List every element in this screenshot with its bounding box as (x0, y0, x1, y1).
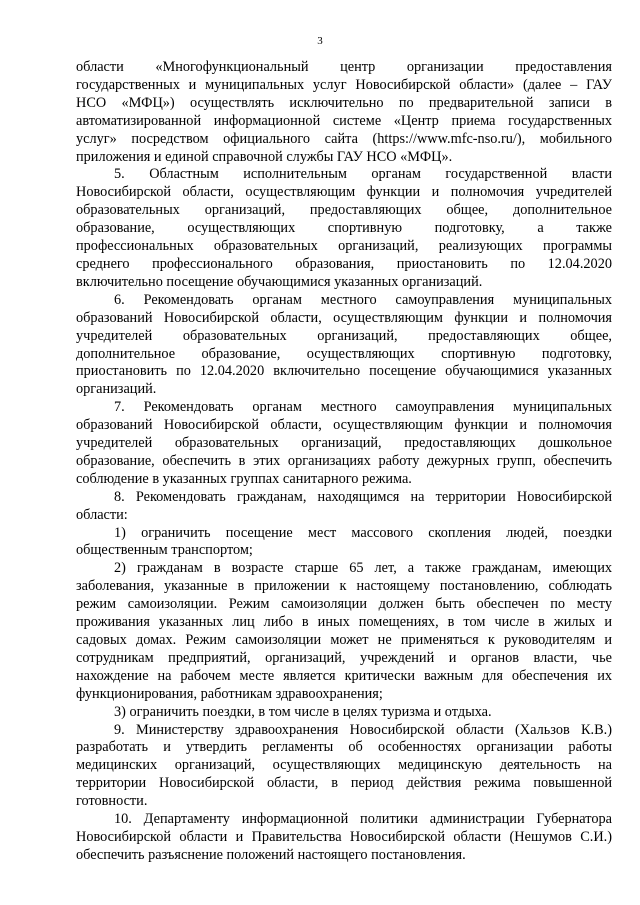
text-line: 6. Рекомендовать органам местного самоуправления муниципальных (114, 291, 612, 308)
text-line: садовых домах. Режим самоизоляции может не применяться к руководителям и (76, 632, 612, 648)
text-line: готовности. (76, 793, 148, 810)
text-line: учредителей образовательных организаций, предоставляющих общее, (76, 327, 612, 344)
text-line: 8. Рекомендовать гражданам, находящимся на территории Новосибирской (114, 488, 612, 505)
text-line: дополнительное образование, осуществляющих спортивную подготовку, (76, 345, 612, 362)
text-line: нахождение на рабочем месте является критически важным для обеспечения их (76, 667, 612, 684)
text-line: 5. Областным исполнительным органам государственной власти (114, 166, 612, 183)
text-line: Новосибирской области, осуществляющим функции и полномочия учредителей (76, 184, 612, 201)
text-line: сотрудникам предприятий, организаций, учреждений и органов власти, чье (76, 649, 612, 666)
text-line: территории Новосибирской области, в период действия режима повышенной (76, 775, 612, 792)
text-line: приостановить по 12.04.2020 включительно посещение обучающимися указанных (76, 363, 612, 380)
text-line: образований Новосибирской области, осуществляющим функции и полномочия (76, 417, 612, 434)
text-line: среднего профессионального образования, приостановить по 12.04.2020 (76, 255, 612, 272)
text-line: 7. Рекомендовать органам местного самоуправления муниципальных (114, 399, 612, 416)
text-line: НСО «МФЦ») осуществлять исключительно по предварительной записи в (76, 94, 612, 111)
text-line: заболевания, указанные в приложении к настоящему постановлению, соблюдать (76, 578, 612, 595)
paragraph (76, 704, 612, 722)
paragraph (76, 399, 612, 489)
paragraph (76, 292, 612, 399)
text-line: образование, обеспечить в этих организациях работу дежурных групп, обеспечить (76, 452, 612, 469)
text-line: режим самоизоляции. Режим самоизоляции должен быть обеспечен по месту (76, 596, 612, 613)
text-line: обеспечить разъяснение положений настоящего постановления. (76, 846, 466, 863)
text-line: 1) ограничить посещение мест массового скопления людей, поездки (114, 524, 612, 541)
text-line: области «Многофункциональный центр организации предоставления (76, 59, 612, 75)
text-line: области: (76, 506, 128, 523)
paragraph (76, 166, 612, 291)
text-line: проживания указанных лиц либо в иных помещениях, в том числе в жилых и (76, 614, 612, 631)
text-line: образование, осуществляющих спортивную подготовку, а также (76, 220, 612, 237)
paragraph (76, 59, 612, 166)
page-number: 3 (317, 35, 323, 47)
text-line: образований Новосибирской области, осуществляющим функции и полномочия (76, 309, 612, 326)
text-line: функционирования, работникам здравоохранения; (76, 685, 383, 702)
body-text (76, 59, 612, 865)
text-line: профессиональных образовательных организаций, реализующих программы (76, 238, 612, 255)
text-line: учредителей образовательных организаций, предоставляющих дошкольное (76, 435, 612, 452)
text-line: 9. Министерству здравоохранения Новосибирской области (Хальзов К.В.) (114, 721, 612, 738)
text-line: Новосибирской области и Правительства Новосибирской области (Нешумов С.И.) (76, 828, 612, 845)
text-line: приложения и единой справочной службы ГАУ НСО «МФЦ». (76, 148, 453, 165)
text-line: 2) гражданам в возрасте старше 65 лет, а также гражданам, имеющих (114, 560, 612, 577)
paragraph (76, 489, 612, 525)
text-line: включительно посещение обучающимися указанных организаций. (76, 273, 483, 290)
paragraph (76, 560, 612, 703)
text-line: организаций. (76, 381, 157, 398)
paragraph (76, 722, 612, 812)
text-line: общественным транспортом; (76, 542, 253, 559)
text-line: образовательных организаций, предоставляющих общее, дополнительное (76, 202, 612, 219)
text-line: медицинских организаций, осуществляющих медицинскую деятельность на (76, 757, 612, 774)
text-line: государственных и муниципальных услуг Новосибирской области» (далее – ГАУ (76, 76, 612, 93)
paragraph (76, 811, 612, 865)
text-line: 10. Департаменту информационной политики администрации Губернатора (114, 811, 612, 828)
text-line: разработать и утвердить регламенты об особенностях организации работы (76, 739, 612, 756)
paragraph (76, 525, 612, 561)
text-line: соблюдение в указанных группах санитарного режима. (76, 470, 412, 487)
text-line: 3) ограничить поездки, в том числе в целях туризма и отдыха. (114, 703, 492, 720)
text-line: услуг» посредством официального сайта (https://www.mfc-nso.ru/), мобильного (76, 130, 612, 147)
text-line: автоматизированной информационной системе «Центр приема государственных (76, 112, 612, 129)
